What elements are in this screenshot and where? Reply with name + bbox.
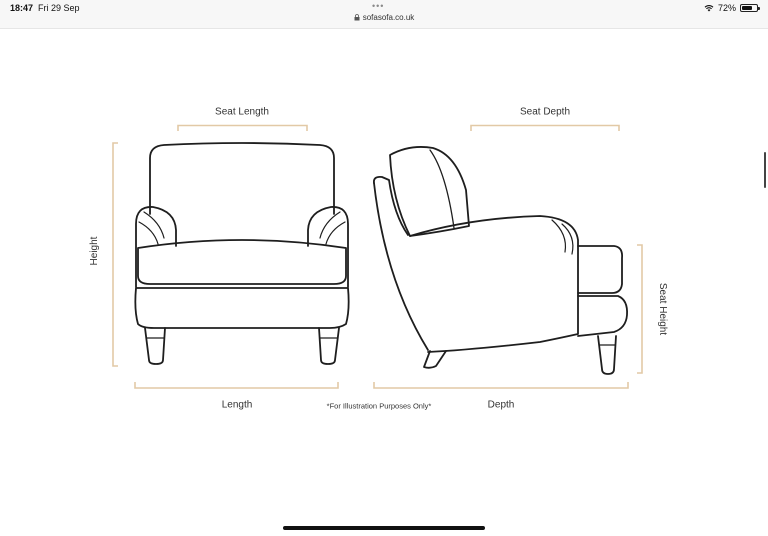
seat-length-label: Seat Length: [215, 106, 269, 118]
scroll-indicator[interactable]: [764, 152, 766, 188]
seat-depth-dimension-line: [471, 126, 619, 132]
armchair-front-view: [135, 143, 348, 364]
battery-fill: [742, 6, 752, 10]
seat-height-label: Seat Height: [657, 282, 668, 336]
lock-icon: [354, 14, 360, 21]
status-indicators: [704, 3, 758, 13]
armchair-dimensions-diagram: [0, 28, 768, 518]
side-seat-cushion: [578, 246, 622, 293]
side-arm: [410, 216, 578, 352]
status-bar: [0, 0, 768, 29]
seat-height-dimension-line: [637, 245, 642, 373]
status-date: Fri 29 Sep: [38, 3, 80, 13]
front-seat-cushion: [138, 240, 346, 284]
side-base: [578, 296, 627, 336]
illustration-note: *For Illustration Purposes Only*: [326, 401, 432, 411]
side-back-panel: [374, 177, 408, 235]
height-dimension-line: [113, 143, 118, 366]
height-label: Height: [89, 236, 100, 266]
battery-icon: [740, 4, 758, 12]
depth-label: Depth: [487, 399, 515, 411]
seat-depth-label: Seat Depth: [519, 106, 571, 118]
wifi-icon: [704, 4, 714, 12]
front-base: [135, 288, 348, 328]
multitasking-dots-icon[interactable]: •••: [372, 1, 385, 11]
battery-percent: 72%: [717, 3, 736, 13]
address-bar[interactable]: [0, 13, 768, 22]
length-dimension-line: [135, 382, 338, 388]
url-text: sofasofa.co.uk: [362, 13, 415, 22]
depth-dimension-line: [374, 382, 628, 388]
side-back-leg: [424, 351, 446, 368]
front-left-leg: [145, 328, 165, 364]
status-time: 18:47: [10, 3, 34, 13]
seat-length-dimension-line: [178, 126, 307, 132]
front-right-leg: [319, 328, 339, 364]
length-label: Length: [221, 399, 253, 411]
armchair-side-view: [374, 147, 627, 374]
side-front-leg: [598, 336, 616, 374]
home-indicator[interactable]: [283, 526, 485, 530]
front-backrest: [150, 143, 334, 214]
